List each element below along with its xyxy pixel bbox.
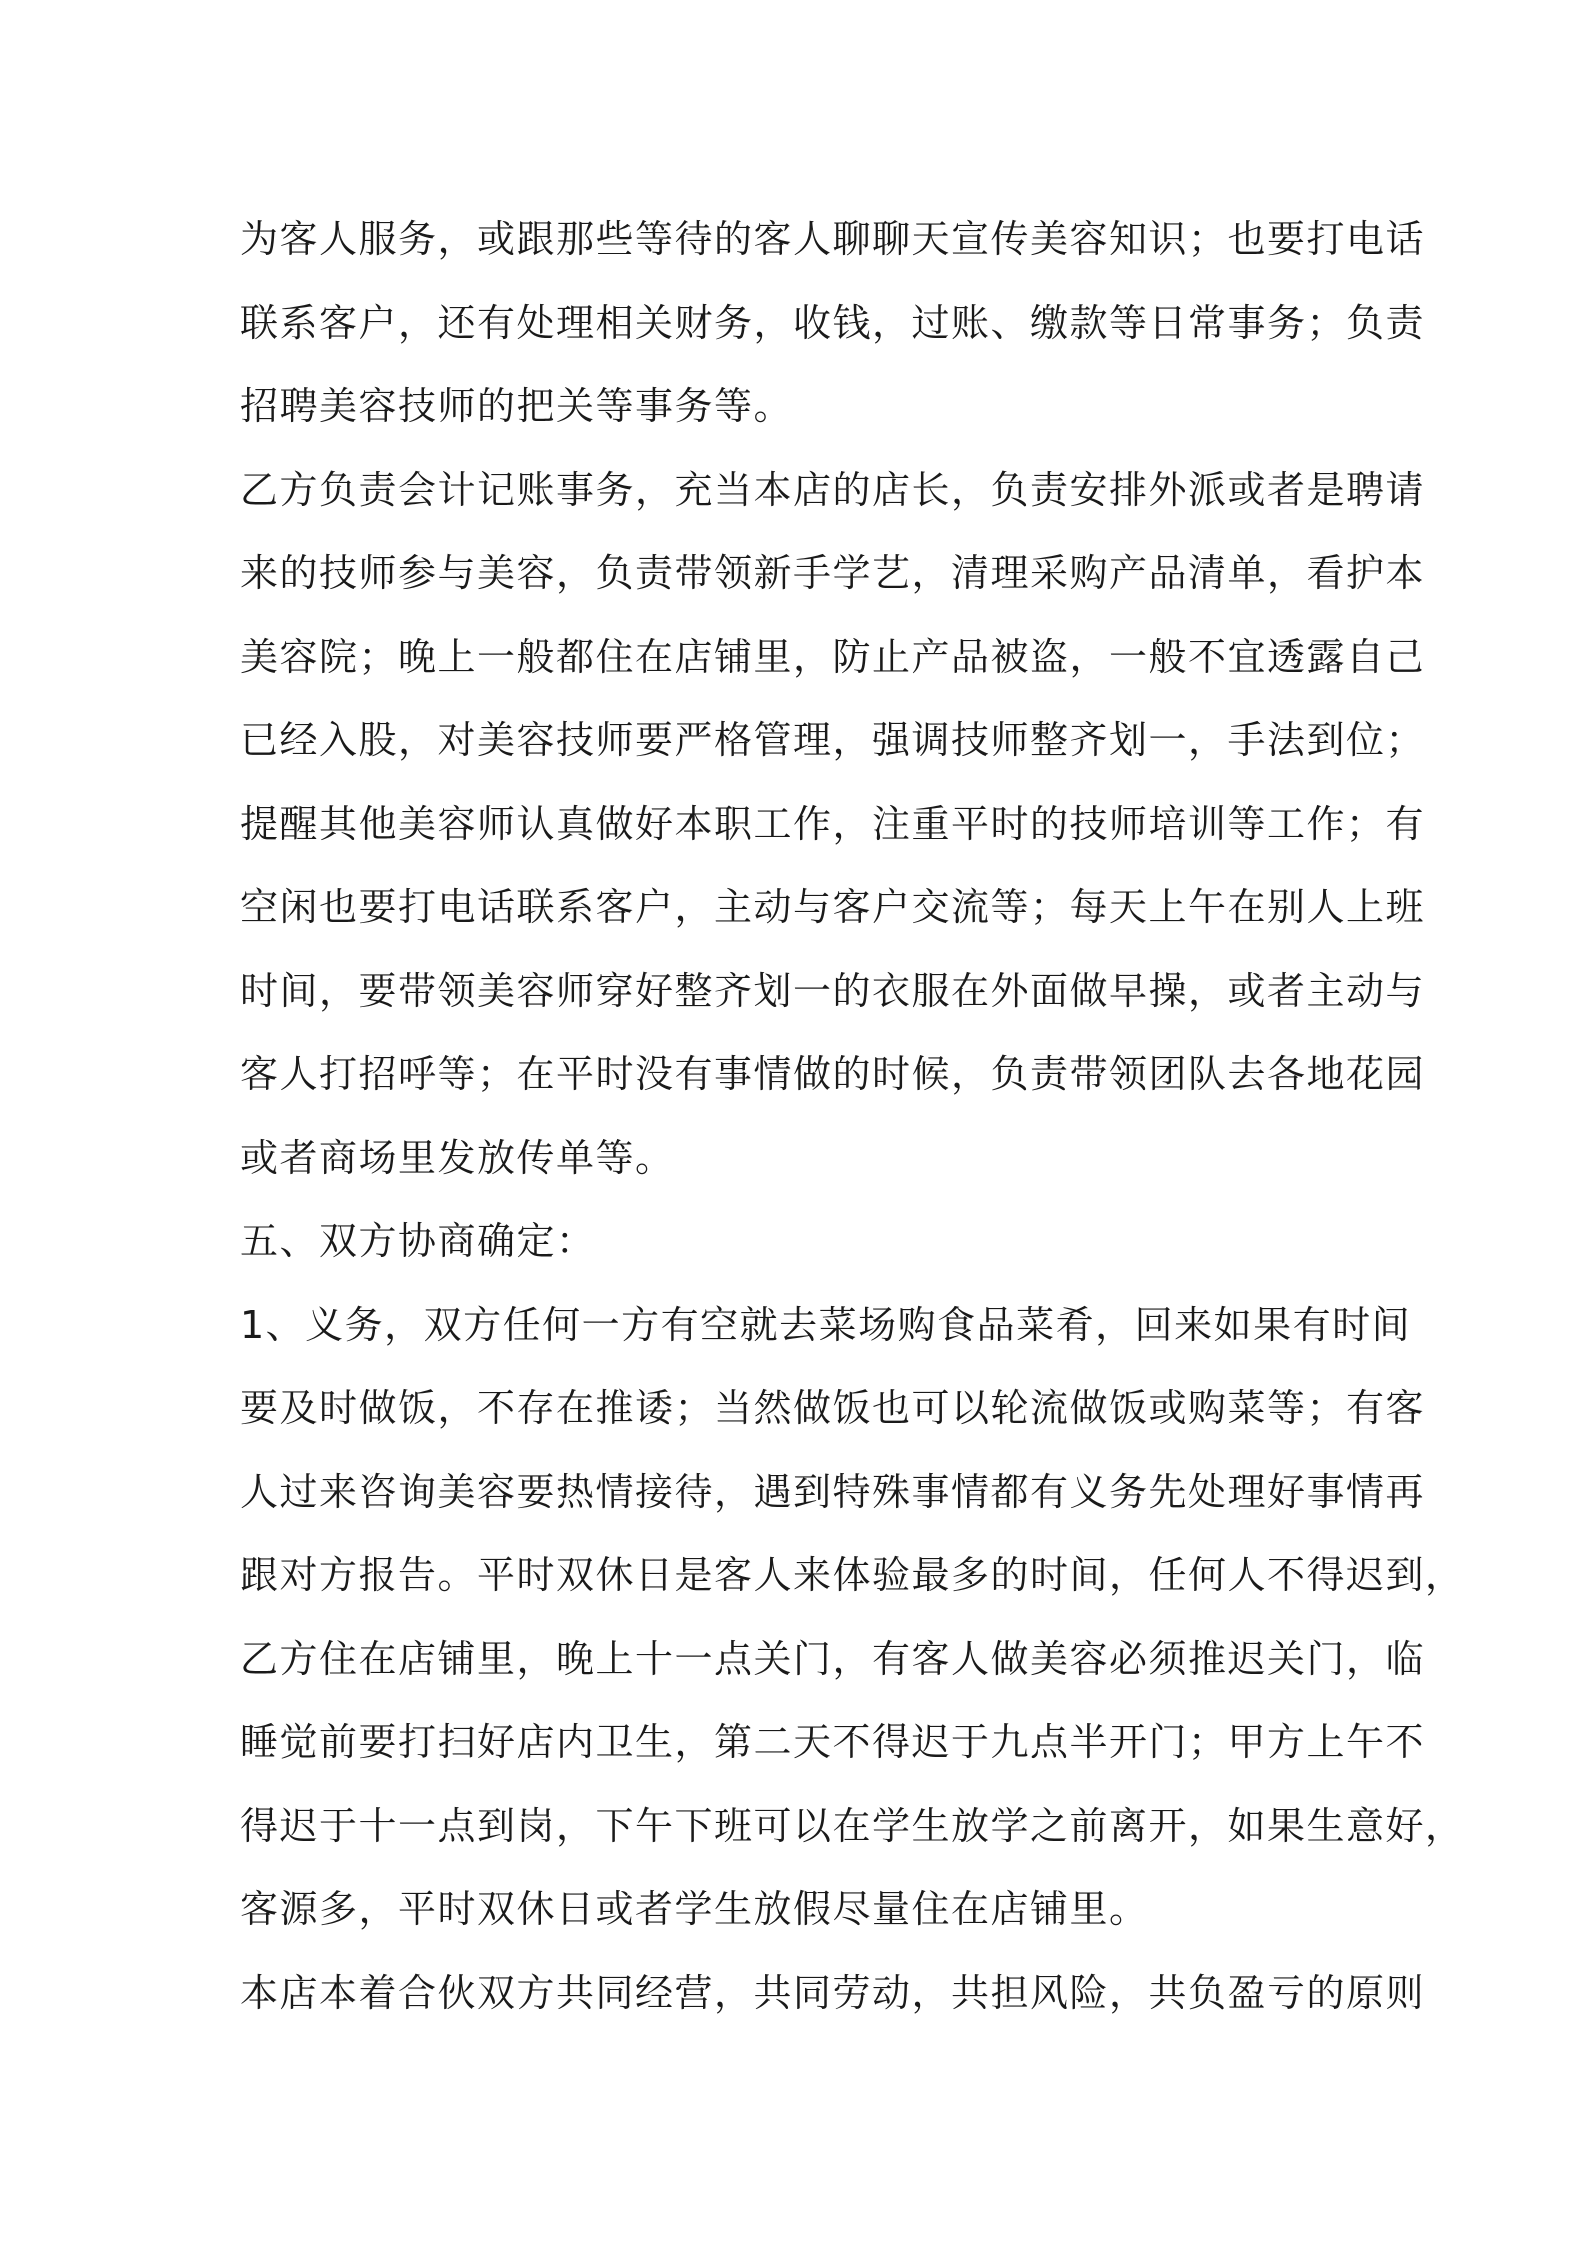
text-line: 为客人服务，或跟那些等待的客人聊聊天宣传美容知识；也要打电话 xyxy=(240,217,1426,261)
section-heading: 五、双方协商确定： xyxy=(240,1219,596,1263)
text-line: 乙方负责会计记账事务，充当本店的店长，负责安排外派或者是聘请 xyxy=(240,467,1426,512)
text-line: 乙方住在店铺里，晚上十一点关门，有客人做美容必须推迟关门，临 xyxy=(240,1636,1426,1681)
text-line: 本店本着合伙双方共同经营，共同劳动，共担风险，共负盈亏的原则 xyxy=(240,1970,1426,2015)
text-line: 空闲也要打电话联系客户，主动与客户交流等；每天上午在别人上班 xyxy=(240,885,1426,929)
text-line: 1、义务，双方任何一方有空就去菜场购食品菜肴，回来如果有时间 xyxy=(240,1302,1412,1347)
text-line: 招聘美容技师的把关等事务等。 xyxy=(240,384,794,428)
text-line: 客人打招呼等；在平时没有事情做的时候，负责带领团队去各地花园 xyxy=(240,1052,1426,1096)
text-line: 人过来咨询美容要热情接待，遇到特殊事情都有义务先处理好事情再 xyxy=(240,1469,1426,1514)
text-line: 或者商场里发放传单等。 xyxy=(240,1135,675,1180)
text-line: 跟对方报告。平时双休日是客人来体验最多的时间，任何人不得迟到， xyxy=(240,1553,1465,1597)
text-line: 客源多，平时双休日或者学生放假尽量住在店铺里。 xyxy=(240,1887,1149,1931)
text-line: 美容院；晚上一般都住在店铺里，防止产品被盗，一般不宜透露自己 xyxy=(240,634,1426,679)
text-line: 得迟于十一点到岗，下午下班可以在学生放学之前离开，如果生意好， xyxy=(240,1803,1465,1848)
text-line: 来的技师参与美容，负责带领新手学艺，清理采购产品清单，看护本 xyxy=(240,551,1426,595)
document-body xyxy=(240,198,1465,2035)
text-line: 已经入股，对美容技师要严格管理，强调技师整齐划一，手法到位； xyxy=(240,718,1426,762)
text-line: 提醒其他美容师认真做好本职工作，注重平时的技师培训等工作；有 xyxy=(240,801,1426,846)
text-line: 要及时做饭，不存在推诿；当然做饭也可以轮流做饭或购菜等；有客 xyxy=(240,1386,1426,1430)
text-line: 联系客户，还有处理相关财务，收钱，过账、缴款等日常事务；负责 xyxy=(240,300,1426,345)
text-line: 时间，要带领美容师穿好整齐划一的衣服在外面做早操，或者主动与 xyxy=(240,968,1426,1013)
text-line: 睡觉前要打扫好店内卫生，第二天不得迟于九点半开门；甲方上午不 xyxy=(240,1720,1426,1764)
